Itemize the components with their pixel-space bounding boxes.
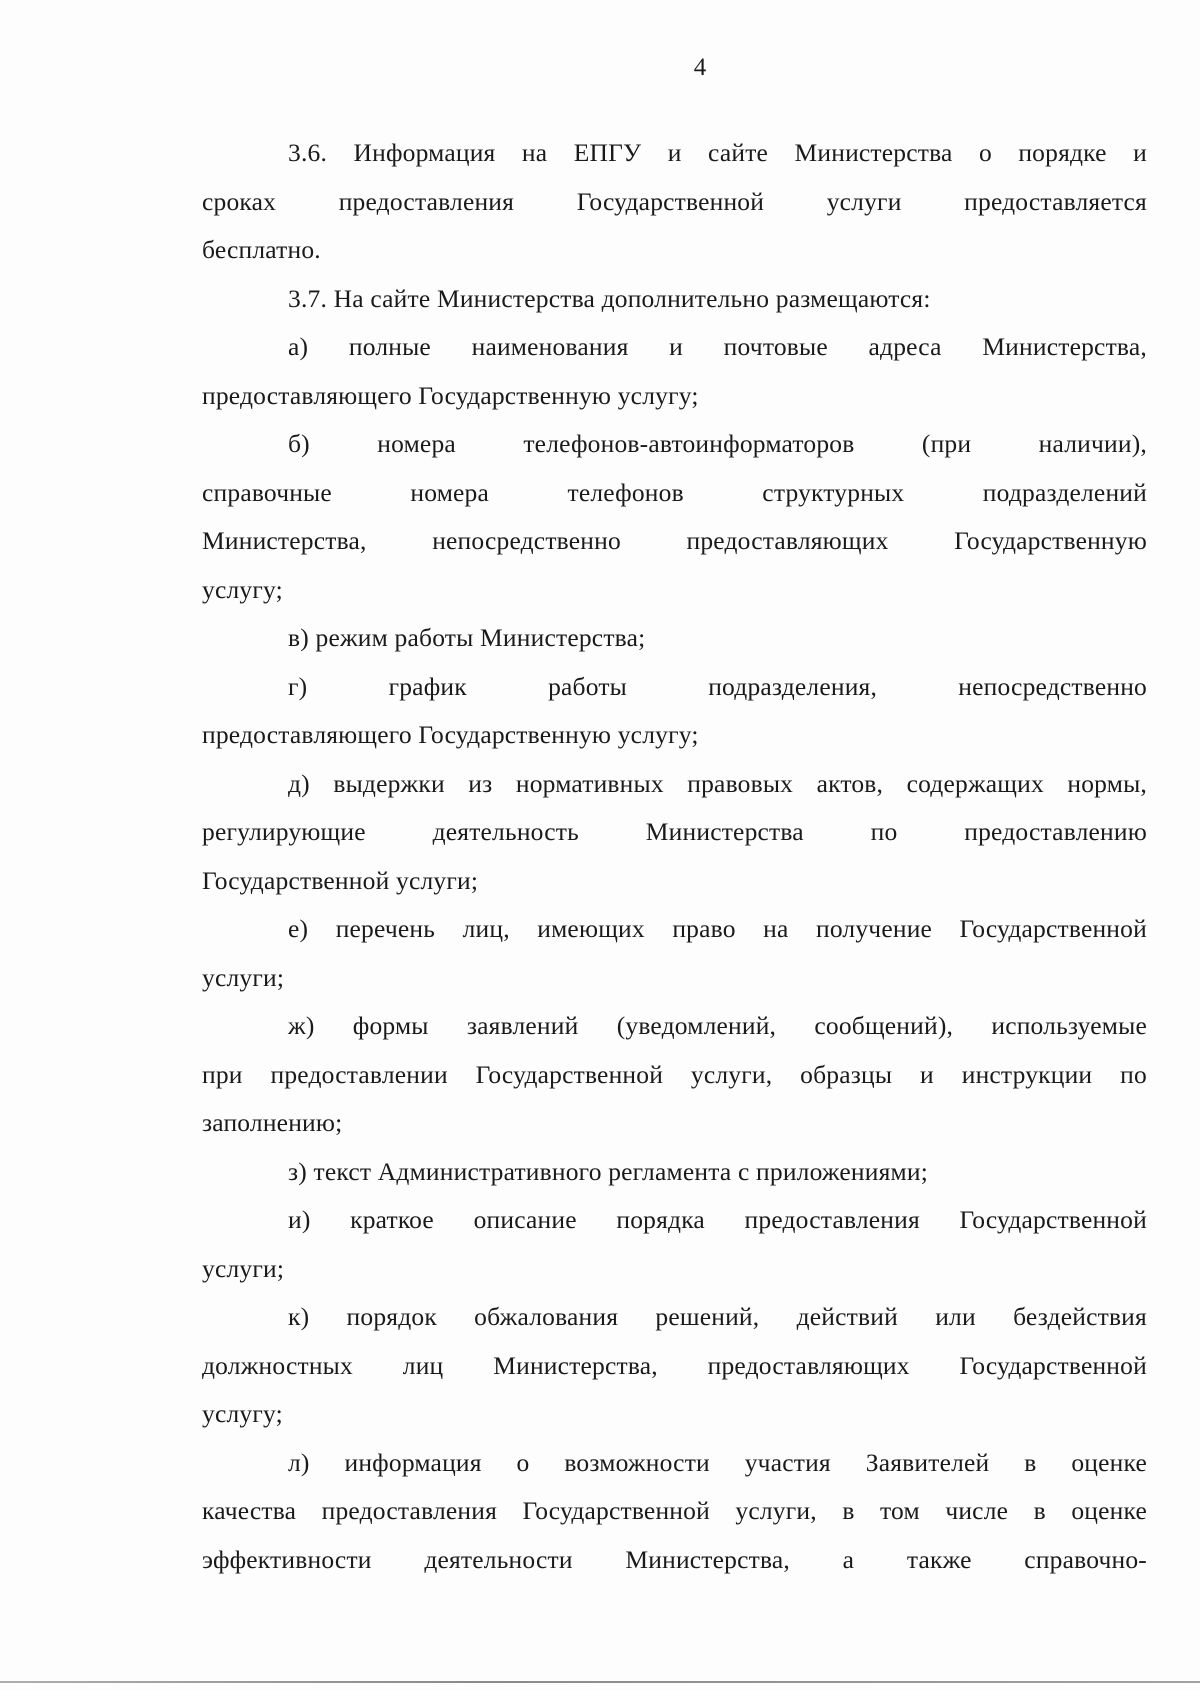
word: и (920, 1059, 934, 1089)
word: телефонов (567, 477, 684, 507)
word: работы (548, 671, 627, 701)
word: предоставления (338, 186, 515, 216)
word: номера (410, 477, 490, 507)
word: сроках (202, 186, 277, 216)
word: л) (288, 1447, 310, 1477)
word: числе (945, 1496, 1009, 1525)
word: о (978, 138, 992, 167)
word: г) (288, 671, 308, 701)
word: оценке (1071, 1496, 1147, 1525)
word: том (880, 1496, 920, 1525)
word: Государственной (959, 914, 1147, 943)
word: бездействия (1013, 1302, 1147, 1331)
text-line: услугу; (202, 1399, 283, 1428)
word: предоставлению (964, 817, 1147, 846)
word: д) (288, 768, 310, 798)
text-line: з) текст Административного регламента с приложениями; (288, 1156, 929, 1186)
word: предоставления (321, 1496, 498, 1525)
word: почтовые (723, 332, 828, 361)
word: Государственной (959, 1205, 1147, 1234)
word: непосредственно (432, 526, 621, 555)
word: сообщений), (814, 1011, 954, 1040)
word: а) (288, 332, 309, 361)
word: адреса (868, 332, 942, 361)
scan-edge-line (0, 1681, 1200, 1683)
word: услуги, (735, 1496, 817, 1525)
word: услуги (826, 186, 902, 216)
word: деятельность (432, 817, 579, 846)
text-line (202, 1487, 1147, 1536)
word: Министерства (645, 817, 804, 846)
word: ЕПГУ (573, 138, 642, 167)
word: актов, (816, 768, 884, 798)
word: и (1133, 138, 1147, 167)
word: наименования (471, 332, 629, 361)
word: на (763, 914, 789, 943)
word: деятельности (424, 1544, 573, 1574)
word: в (1024, 1447, 1037, 1477)
word: инструкции (961, 1059, 1093, 1089)
word: в (1033, 1496, 1046, 1525)
word: решений, (655, 1302, 760, 1331)
word: лиц (402, 1350, 444, 1380)
word: также (906, 1544, 972, 1574)
text-line: бесплатно. (202, 235, 321, 264)
word: из (468, 768, 493, 798)
word: номера (377, 429, 456, 458)
word: наличии), (1038, 429, 1147, 458)
text-line (202, 663, 1147, 712)
word: справочные (202, 477, 332, 507)
text-line: в) режим работы Министерства; (288, 623, 646, 652)
text-line (202, 323, 1147, 372)
word: и (667, 138, 682, 167)
text-line (202, 469, 1147, 518)
word: предоставляющих (707, 1350, 910, 1380)
text-line (202, 1293, 1147, 1342)
word: право (672, 914, 736, 943)
document-body (202, 129, 1147, 1584)
word: лиц, (462, 914, 510, 943)
word: полные (348, 332, 431, 361)
text-line: 3.7. На сайте Министерства дополнительно размещаются: (288, 283, 931, 313)
text-line (202, 1536, 1147, 1585)
word: предоставляющих (686, 526, 889, 555)
word: регулирующие (202, 817, 366, 846)
text-line: предоставляющего Государственную услугу; (202, 720, 699, 749)
word: услуги, (690, 1059, 773, 1089)
text-line (202, 420, 1147, 469)
text-line (202, 905, 1147, 954)
text-line (202, 1002, 1147, 1051)
text-line: заполнению; (202, 1108, 343, 1137)
word: содержащих (906, 768, 1044, 798)
word: правовых (687, 768, 794, 798)
word: порядке (1018, 138, 1107, 167)
word: формы (352, 1011, 429, 1040)
text-line: услуги; (202, 962, 285, 992)
word: Государственной (576, 186, 765, 216)
word: Государственную (954, 526, 1147, 555)
word: телефонов-автоинформаторов (523, 429, 855, 458)
text-line (202, 1196, 1147, 1245)
word: должностных (202, 1350, 353, 1380)
word: Министерства, (493, 1350, 658, 1380)
text-line: Государственной услуги; (202, 865, 479, 895)
word: сайте (708, 138, 769, 167)
word: образцы (800, 1059, 893, 1089)
text-line: предоставляющего Государственную услугу; (202, 380, 699, 410)
word: качества (202, 1496, 297, 1525)
word: на (521, 138, 548, 167)
word: структурных (762, 477, 905, 507)
page-number: 4 (693, 54, 707, 81)
word: предоставлении (270, 1059, 448, 1089)
word: Министерства, (982, 332, 1147, 361)
word: возможности (564, 1447, 710, 1477)
word: оценке (1071, 1447, 1147, 1477)
word: Государственной (959, 1350, 1147, 1380)
word: или (935, 1302, 976, 1331)
word: Министерства, (625, 1544, 790, 1574)
word: график (388, 671, 467, 701)
word: подразделения, (708, 671, 878, 701)
word: подразделений (982, 477, 1147, 507)
word: краткое (350, 1205, 434, 1234)
word: предоставления (744, 1205, 920, 1234)
word: описание (473, 1205, 577, 1234)
word: справочно- (1024, 1544, 1147, 1574)
word: и) (288, 1205, 311, 1234)
word: е) (288, 914, 309, 943)
word: (уведомлений, (616, 1011, 777, 1040)
word: Государственной (475, 1059, 664, 1089)
word: участия (744, 1447, 831, 1477)
word: получение (815, 914, 933, 943)
word: к) (288, 1302, 310, 1331)
word: при (202, 1059, 243, 1089)
word: о (516, 1447, 530, 1477)
text-line (202, 1342, 1147, 1391)
text-line (202, 178, 1147, 227)
word: эффективности (202, 1544, 372, 1574)
word: по (1120, 1059, 1147, 1089)
text-line (202, 808, 1147, 857)
word: имеющих (537, 914, 645, 943)
word: 3.6. (288, 138, 328, 167)
word: информация (344, 1447, 482, 1477)
word: предоставляется (964, 186, 1147, 216)
text-line (202, 517, 1147, 566)
word: порядок (346, 1302, 437, 1331)
word: заявлений (466, 1011, 579, 1040)
word: Заявителей (865, 1447, 990, 1477)
word: в (842, 1496, 855, 1525)
word: б) (288, 429, 310, 458)
word: непосредственно (958, 671, 1147, 701)
word: выдержки (333, 768, 445, 798)
word: по (870, 817, 898, 846)
text-line (202, 1439, 1147, 1488)
text-line (202, 129, 1147, 178)
word: и (669, 332, 684, 361)
word: перечень (335, 914, 436, 943)
text-line: услуги; (202, 1253, 285, 1283)
word: обжалования (474, 1302, 619, 1331)
word: Информация (353, 138, 496, 167)
word: нормативных (515, 768, 664, 798)
text-line (202, 760, 1147, 809)
word: действий (796, 1302, 898, 1331)
word: Министерства (794, 138, 953, 167)
word: нормы, (1067, 768, 1147, 798)
word: ж) (288, 1011, 315, 1040)
word: Министерства, (202, 526, 367, 555)
word: Государственной (522, 1496, 710, 1525)
word: порядка (616, 1205, 705, 1234)
text-line (202, 1051, 1147, 1100)
word: используемые (991, 1011, 1147, 1040)
word: (при (921, 429, 972, 458)
word: а (842, 1544, 855, 1574)
text-line: услугу; (202, 574, 283, 604)
